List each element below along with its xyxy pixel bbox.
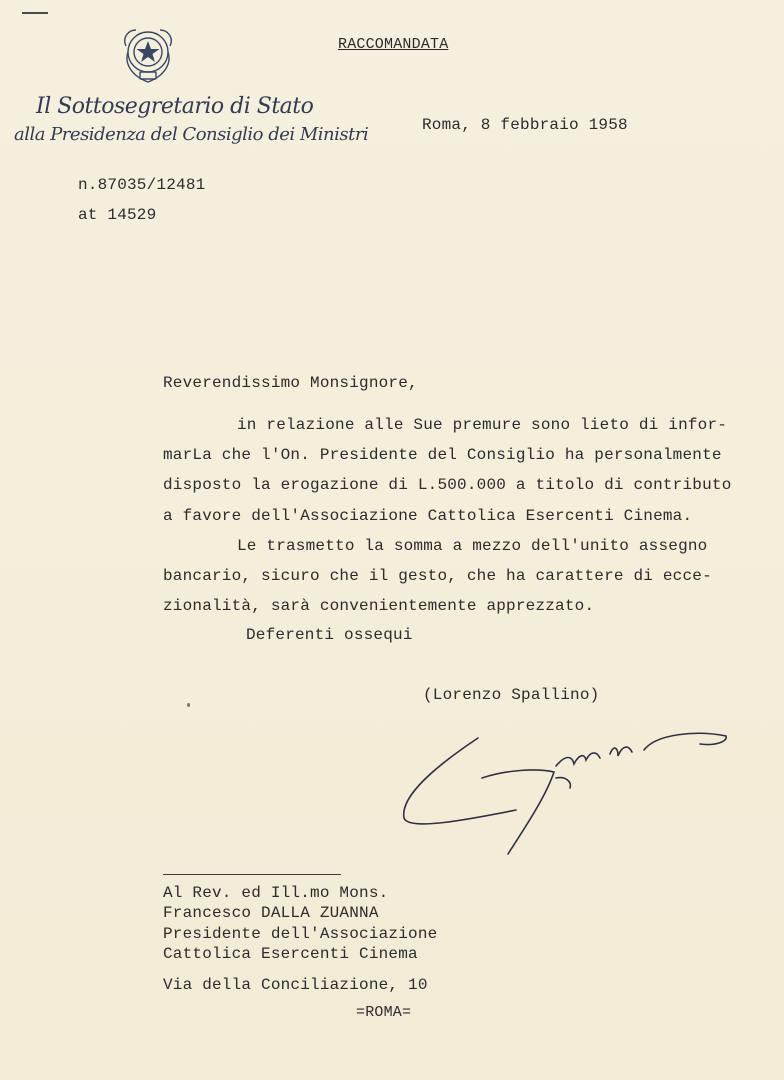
address-line: Cattolica Esercenti Cinema <box>163 945 418 963</box>
signer-name: (Lorenzo Spallino) <box>423 686 600 704</box>
address-line: Al Rev. ed Ill.mo Mons. <box>163 884 389 902</box>
address-line: Via della Conciliazione, 10 <box>163 976 428 994</box>
body-line: marLa che l'On. Presidente del Consiglio ha personalmente <box>163 446 722 464</box>
closing: Deferenti ossequi <box>246 626 413 644</box>
body-line: in relazione alle Sue premure sono lieto di infor- <box>237 416 728 434</box>
body-line: disposto la erogazione di L.500.000 a titolo di contributo <box>163 476 732 494</box>
letter-title: RACCOMANDATA <box>338 36 449 53</box>
italian-emblem-icon <box>120 24 176 86</box>
address-line: Presidente dell'Associazione <box>163 925 438 943</box>
body-line: a favore dell'Associazione Cattolica Esercenti Cinema. <box>163 507 693 525</box>
address-city: =ROMA= <box>356 1004 412 1021</box>
office-header-line2: alla Presidenza del Consiglio dei Ministri <box>14 124 369 145</box>
paper-mark <box>22 12 48 14</box>
reference-at: at 14529 <box>78 206 157 224</box>
body-line: zionalità, sarà convenientemente apprezzato. <box>163 597 595 615</box>
body-line: Le trasmetto la somma a mezzo dell'unito assegno <box>237 537 708 555</box>
handwritten-signature <box>396 726 736 866</box>
salutation: Reverendissimo Monsignore, <box>163 374 418 392</box>
letter-date: Roma, 8 febbraio 1958 <box>422 116 628 134</box>
address-line: Francesco DALLA ZUANNA <box>163 904 379 922</box>
reference-number: n.87035/12481 <box>78 176 206 194</box>
office-header-line1: Il Sottosegretario di Stato <box>36 94 314 119</box>
address-divider <box>163 874 341 875</box>
ink-speck <box>187 703 190 707</box>
body-line: bancario, sicuro che il gesto, che ha carattere di ecce- <box>163 567 712 585</box>
